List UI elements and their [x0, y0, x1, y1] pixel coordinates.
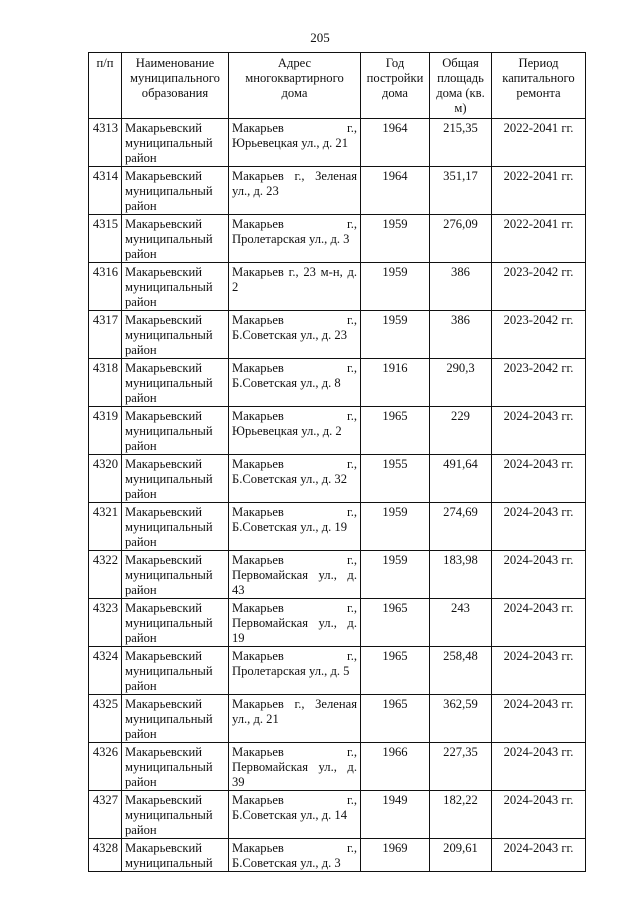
cell-num: 4319 [89, 407, 122, 455]
table-row [89, 311, 586, 359]
header-address: Адрес многоквартирного дома [229, 53, 361, 119]
cell-municipality: Макарьевский муниципальный район [122, 695, 229, 743]
cell-year: 1965 [361, 599, 430, 647]
table-row [89, 503, 586, 551]
cell-address: Макарьев г., Б.Советская ул., д. 23 [229, 311, 361, 359]
cell-period: 2024-2043 гг. [492, 551, 586, 599]
cell-year: 1959 [361, 311, 430, 359]
header-period: Период капитального ремонта [492, 53, 586, 119]
cell-area: 386 [430, 263, 492, 311]
cell-area: 209,61 [430, 839, 492, 872]
cell-period: 2023-2042 гг. [492, 263, 586, 311]
table-row [89, 215, 586, 263]
header-num: п/п [89, 53, 122, 119]
cell-area: 182,22 [430, 791, 492, 839]
cell-municipality: Макарьевский муниципальный район [122, 743, 229, 791]
cell-address: Макарьев г., Б.Советская ул., д. 3 [229, 839, 361, 872]
cell-address: Макарьев г., Юрьевецкая ул., д. 2 [229, 407, 361, 455]
cell-area: 386 [430, 311, 492, 359]
table-row [89, 599, 586, 647]
cell-municipality: Макарьевский муниципальный район [122, 599, 229, 647]
cell-municipality: Макарьевский муниципальный [122, 839, 229, 872]
cell-year: 1959 [361, 503, 430, 551]
table-row [89, 359, 586, 407]
cell-municipality: Макарьевский муниципальный район [122, 647, 229, 695]
cell-municipality: Макарьевский муниципальный район [122, 311, 229, 359]
cell-year: 1964 [361, 167, 430, 215]
cell-year: 1916 [361, 359, 430, 407]
header-area: Общая площадь дома (кв. м) [430, 53, 492, 119]
cell-period: 2022-2041 гг. [492, 167, 586, 215]
table-row [89, 743, 586, 791]
cell-address: Макарьев г., Б.Советская ул., д. 14 [229, 791, 361, 839]
cell-num: 4314 [89, 167, 122, 215]
cell-municipality: Макарьевский муниципальный район [122, 167, 229, 215]
cell-year: 1965 [361, 407, 430, 455]
cell-num: 4324 [89, 647, 122, 695]
cell-period: 2023-2042 гг. [492, 311, 586, 359]
cell-period: 2024-2043 гг. [492, 503, 586, 551]
cell-year: 1959 [361, 263, 430, 311]
cell-num: 4322 [89, 551, 122, 599]
cell-address: Макарьев г., Первомайская ул., д. 39 [229, 743, 361, 791]
cell-area: 351,17 [430, 167, 492, 215]
cell-area: 290,3 [430, 359, 492, 407]
cell-num: 4321 [89, 503, 122, 551]
cell-num: 4326 [89, 743, 122, 791]
cell-municipality: Макарьевский муниципальный район [122, 119, 229, 167]
cell-area: 243 [430, 599, 492, 647]
cell-address: Макарьев г., Зеленая ул., д. 23 [229, 167, 361, 215]
housing-registry-table [88, 52, 586, 872]
cell-municipality: Макарьевский муниципальный район [122, 359, 229, 407]
cell-area: 276,09 [430, 215, 492, 263]
cell-year: 1955 [361, 455, 430, 503]
cell-address: Макарьев г., 23 м-н, д. 2 [229, 263, 361, 311]
cell-num: 4315 [89, 215, 122, 263]
table-row [89, 791, 586, 839]
cell-num: 4318 [89, 359, 122, 407]
cell-period: 2024-2043 гг. [492, 743, 586, 791]
cell-num: 4317 [89, 311, 122, 359]
cell-municipality: Макарьевский муниципальный район [122, 407, 229, 455]
cell-municipality: Макарьевский муниципальный район [122, 215, 229, 263]
cell-address: Макарьев г., Первомайская ул., д. 43 [229, 551, 361, 599]
cell-num: 4325 [89, 695, 122, 743]
table-row [89, 839, 586, 872]
cell-year: 1964 [361, 119, 430, 167]
header-municipality: Наименование муниципального образования [122, 53, 229, 119]
cell-year: 1965 [361, 695, 430, 743]
table-row [89, 455, 586, 503]
cell-num: 4328 [89, 839, 122, 872]
cell-period: 2024-2043 гг. [492, 455, 586, 503]
cell-address: Макарьев г., Зеленая ул., д. 21 [229, 695, 361, 743]
cell-municipality: Макарьевский муниципальный район [122, 791, 229, 839]
cell-num: 4327 [89, 791, 122, 839]
cell-period: 2022-2041 гг. [492, 215, 586, 263]
cell-period: 2024-2043 гг. [492, 599, 586, 647]
cell-municipality: Макарьевский муниципальный район [122, 263, 229, 311]
table-row [89, 263, 586, 311]
cell-address: Макарьев г., Первомайская ул., д. 19 [229, 599, 361, 647]
table-row [89, 647, 586, 695]
cell-area: 229 [430, 407, 492, 455]
cell-address: Макарьев г., Юрьевецкая ул., д. 21 [229, 119, 361, 167]
table-row [89, 695, 586, 743]
cell-num: 4323 [89, 599, 122, 647]
cell-address: Макарьев г., Б.Советская ул., д. 19 [229, 503, 361, 551]
table-row [89, 551, 586, 599]
cell-area: 183,98 [430, 551, 492, 599]
cell-year: 1959 [361, 215, 430, 263]
cell-area: 274,69 [430, 503, 492, 551]
cell-year: 1959 [361, 551, 430, 599]
cell-address: Макарьев г., Б.Советская ул., д. 32 [229, 455, 361, 503]
cell-num: 4313 [89, 119, 122, 167]
cell-period: 2023-2042 гг. [492, 359, 586, 407]
cell-period: 2022-2041 гг. [492, 119, 586, 167]
cell-area: 227,35 [430, 743, 492, 791]
cell-year: 1949 [361, 791, 430, 839]
cell-period: 2024-2043 гг. [492, 647, 586, 695]
cell-municipality: Макарьевский муниципальный район [122, 503, 229, 551]
header-year: Год постройки дома [361, 53, 430, 119]
table-row [89, 407, 586, 455]
cell-municipality: Макарьевский муниципальный район [122, 455, 229, 503]
cell-year: 1965 [361, 647, 430, 695]
cell-year: 1966 [361, 743, 430, 791]
cell-area: 258,48 [430, 647, 492, 695]
cell-num: 4316 [89, 263, 122, 311]
cell-area: 215,35 [430, 119, 492, 167]
cell-address: Макарьев г., Пролетарская ул., д. 3 [229, 215, 361, 263]
cell-period: 2024-2043 гг. [492, 695, 586, 743]
cell-period: 2024-2043 гг. [492, 791, 586, 839]
cell-address: Макарьев г., Б.Советская ул., д. 8 [229, 359, 361, 407]
table-row [89, 119, 586, 167]
table-header-row [89, 53, 586, 119]
cell-area: 362,59 [430, 695, 492, 743]
cell-year: 1969 [361, 839, 430, 872]
cell-area: 491,64 [430, 455, 492, 503]
page-number: 205 [310, 30, 330, 45]
cell-address: Макарьев г., Пролетарская ул., д. 5 [229, 647, 361, 695]
table-row [89, 167, 586, 215]
cell-period: 2024-2043 гг. [492, 407, 586, 455]
cell-num: 4320 [89, 455, 122, 503]
cell-period: 2024-2043 гг. [492, 839, 586, 872]
cell-municipality: Макарьевский муниципальный район [122, 551, 229, 599]
